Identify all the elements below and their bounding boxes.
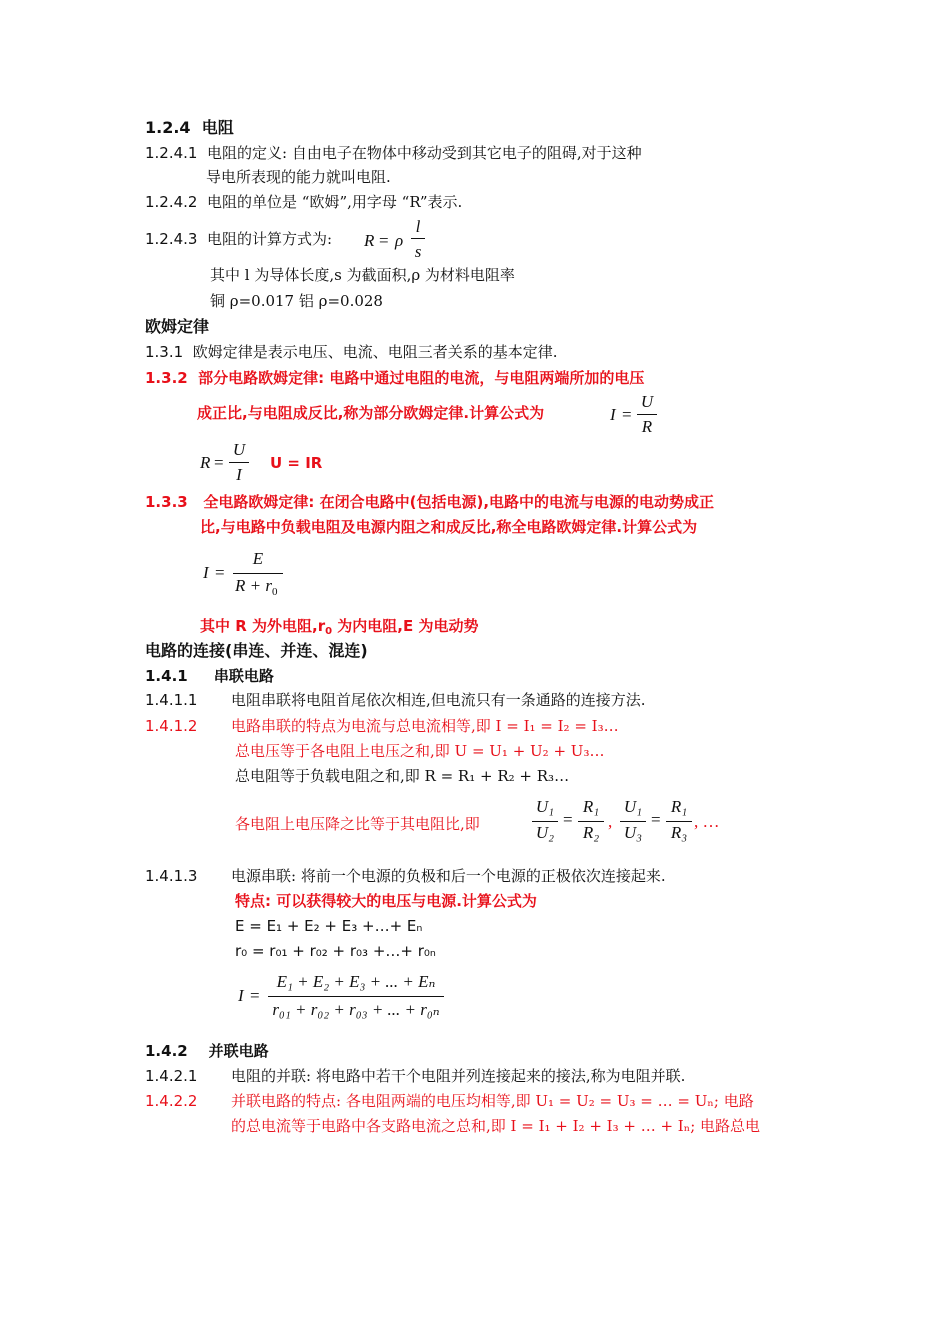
item-1-2-4-1-continued: 导电所表现的能力就叫电阻.: [206, 168, 391, 186]
fraction-bar: [411, 238, 425, 239]
formula-numerator: E₁ + E₂ + E₃ + ... + Eₙ: [276, 972, 436, 991]
item-1-4-1-2-line4: 各电阻上电压降之比等于其电阻比,即: [235, 815, 480, 833]
ratio-eq: =: [651, 810, 661, 829]
item-number: 1.4.2.2: [145, 1092, 198, 1110]
formula-lhs: R: [364, 231, 375, 250]
item-number: 1.2.4.3: [145, 230, 198, 248]
item-1-4-1-1: [145, 690, 197, 710]
item-1-4-1-2-line3: 总电阻等于负载电阻之和,即 R = R₁ + R₂ + R₃…: [235, 767, 570, 785]
item-1-2-4-2: [145, 192, 462, 212]
fraction-bar: [637, 414, 657, 415]
item-1-4-1-2: [145, 716, 197, 736]
formula-denominator: [235, 576, 277, 596]
fraction-bar: [233, 573, 283, 574]
item-number: 1.3.2: [145, 369, 188, 387]
item-number: 1.4.1.3: [145, 867, 198, 885]
formula-lhs: I: [610, 405, 616, 424]
formula-rho: ρ: [395, 231, 404, 250]
item-text: 全电路欧姆定律: 在闭合电路中(包括电源),电路中的电流与电源的电动势成正: [203, 493, 715, 511]
formula-numerator: U: [640, 392, 654, 411]
formula-lhs: I: [238, 986, 244, 1005]
note-text-b: 为内电阻,E 为电动势: [332, 617, 479, 635]
item-number: 1.4.1.1: [145, 691, 198, 709]
item-1-4-2-1: [145, 1066, 197, 1086]
formula-lhs: R: [200, 453, 211, 472]
ratio-denominator: U₃: [623, 823, 643, 842]
item-number: 1.4.2.1: [145, 1067, 198, 1085]
formula-numerator: l: [415, 217, 421, 236]
item-number: 1.3.3: [145, 493, 188, 511]
formula-denominator: r₀₁ + r₀₂ + r₀₃ + ... + r₀ₙ: [272, 1000, 440, 1019]
item-1-3-2: [145, 368, 644, 388]
fraction-bar: [666, 821, 692, 822]
item-number: 1.2.4.2: [145, 193, 198, 211]
full-circuit-note: [200, 616, 478, 636]
formula-denominator: I: [236, 465, 242, 484]
denominator-text: R + r: [235, 576, 272, 595]
item-number: 1.3.1: [145, 343, 184, 361]
heading-title: 并联电路: [208, 1042, 269, 1060]
ratio-numerator: R₁: [582, 797, 600, 816]
item-1-2-4-3: [145, 229, 332, 249]
formula-eq: =: [622, 405, 632, 424]
ratio-separator: ,: [608, 812, 613, 831]
ratio-numerator: R₁: [670, 797, 688, 816]
heading-title: 串联电路: [213, 667, 274, 685]
section-heading-1-2-4: [145, 118, 234, 138]
note-subscript: 0: [325, 626, 333, 637]
item-1-4-1-1-text: 电阻串联将电阻首尾依次相连,但电流只有一条通路的连接方法.: [231, 691, 646, 709]
ohm-formula-voltage: U = IR: [270, 454, 323, 472]
formula-eq: =: [214, 453, 224, 472]
ratio-denominator: U₂: [535, 823, 555, 842]
fraction-bar: [229, 462, 249, 463]
resistance-note-1: 其中 l 为导体长度,s 为截面积,ρ 为材料电阻率: [210, 266, 515, 284]
note-text-a: 其中 R 为外电阻,r: [200, 617, 326, 635]
item-number: 1.2.4.1: [145, 144, 198, 162]
ratio-numerator: U₁: [535, 797, 555, 816]
ratio-numerator: U₁: [623, 797, 643, 816]
item-1-4-1-3-feature: 特点: 可以获得较大的电压与电源.计算公式为: [235, 892, 537, 910]
formula-eq: =: [215, 563, 225, 582]
ratio-eq: =: [563, 810, 573, 829]
fraction-bar: [532, 821, 558, 822]
subsection-heading-1-4-2: [145, 1041, 269, 1061]
heading-number: 1.4.1: [145, 667, 188, 685]
section-heading-ohm-law: 欧姆定律: [145, 317, 210, 336]
fraction-bar: [620, 821, 646, 822]
section-heading-connection: 电路的连接(串连、并连、混连): [145, 641, 368, 660]
heading-number: 1.4.2: [145, 1042, 188, 1060]
formula-numerator: E: [252, 549, 264, 568]
item-1-3-3-continued: 比,与电路中负载电阻及电源内阻之和成反比,称全电路欧姆定律.计算公式为: [200, 518, 698, 536]
item-text: 电阻的定义: 自由电子在物体中移动受到其它电子的阻碍,对于这种: [207, 144, 642, 162]
ratio-tail: , …: [694, 812, 720, 831]
item-text: 欧姆定律是表示电压、电流、电阻三者关系的基本定律.: [192, 343, 558, 361]
source-emf-sum: E = E₁ + E₂ + E₃ +…+ Eₙ: [235, 917, 423, 935]
formula-lhs: I: [203, 563, 209, 582]
item-1-4-1-3-text: 电源串联: 将前一个电源的负极和后一个电源的正极依次连接起来.: [231, 867, 666, 885]
item-number: 1.4.1.2: [145, 717, 198, 735]
formula-eq: =: [250, 986, 260, 1005]
formula-eq: =: [379, 231, 389, 250]
source-resistance-sum: r₀ = r₀₁ + r₀₂ + r₀₃ +…+ r₀ₙ: [235, 942, 436, 960]
ratio-denominator: R₃: [670, 823, 688, 842]
fraction-bar: [268, 996, 444, 997]
ratio-denominator: R₂: [582, 823, 600, 842]
item-text: 电阻的计算方式为:: [207, 230, 333, 248]
fraction-bar: [578, 821, 604, 822]
item-1-4-2-2-line2: 的总电流等于电路中各支路电流之总和,即 I = I₁ + I₂ + I₃ + … + Iₙ; 电路总电: [231, 1117, 761, 1135]
item-text: 部分电路欧姆定律: 电路中通过电阻的电流，与电阻两端所加的电压: [198, 369, 645, 387]
item-1-4-1-2-line1: 电路串联的特点为电流与总电流相等,即 I = I₁ = I₂ = I₃…: [231, 717, 619, 735]
item-1-4-1-2-line2: 总电压等于各电阻上电压之和,即 U = U₁ + U₂ + U₃…: [235, 742, 605, 760]
resistance-note-2: 铜 ρ=0.017 铝 ρ=0.028: [210, 292, 383, 310]
formula-numerator: U: [232, 440, 246, 459]
item-1-3-3: [145, 492, 714, 512]
item-1-4-1-3: [145, 866, 197, 886]
item-1-4-2-1-text: 电阻的并联: 将电路中若干个电阻并列连接起来的接法,称为电阻并联.: [231, 1067, 686, 1085]
item-1-4-2-2: [145, 1091, 197, 1111]
item-text: 电阻的单位是 “欧姆”,用字母 “R”表示.: [207, 193, 463, 211]
item-1-3-1: [145, 342, 558, 362]
item-1-2-4-1: [145, 143, 642, 163]
item-1-4-2-2-line1: 并联电路的特点: 各电阻两端的电压均相等,即 U₁ = U₂ = U₃ = … = Uₙ; 电路: [231, 1092, 754, 1110]
heading-title: 电阻: [201, 118, 234, 137]
denominator-subscript: 0: [271, 586, 278, 598]
formula-denominator: s: [414, 242, 422, 261]
heading-number: 1.2.4: [145, 118, 191, 137]
item-1-3-2-continued: 成正比,与电阻成反比,称为部分欧姆定律.计算公式为: [197, 404, 545, 422]
formula-denominator: R: [641, 417, 653, 436]
subsection-heading-1-4-1: [145, 666, 274, 686]
